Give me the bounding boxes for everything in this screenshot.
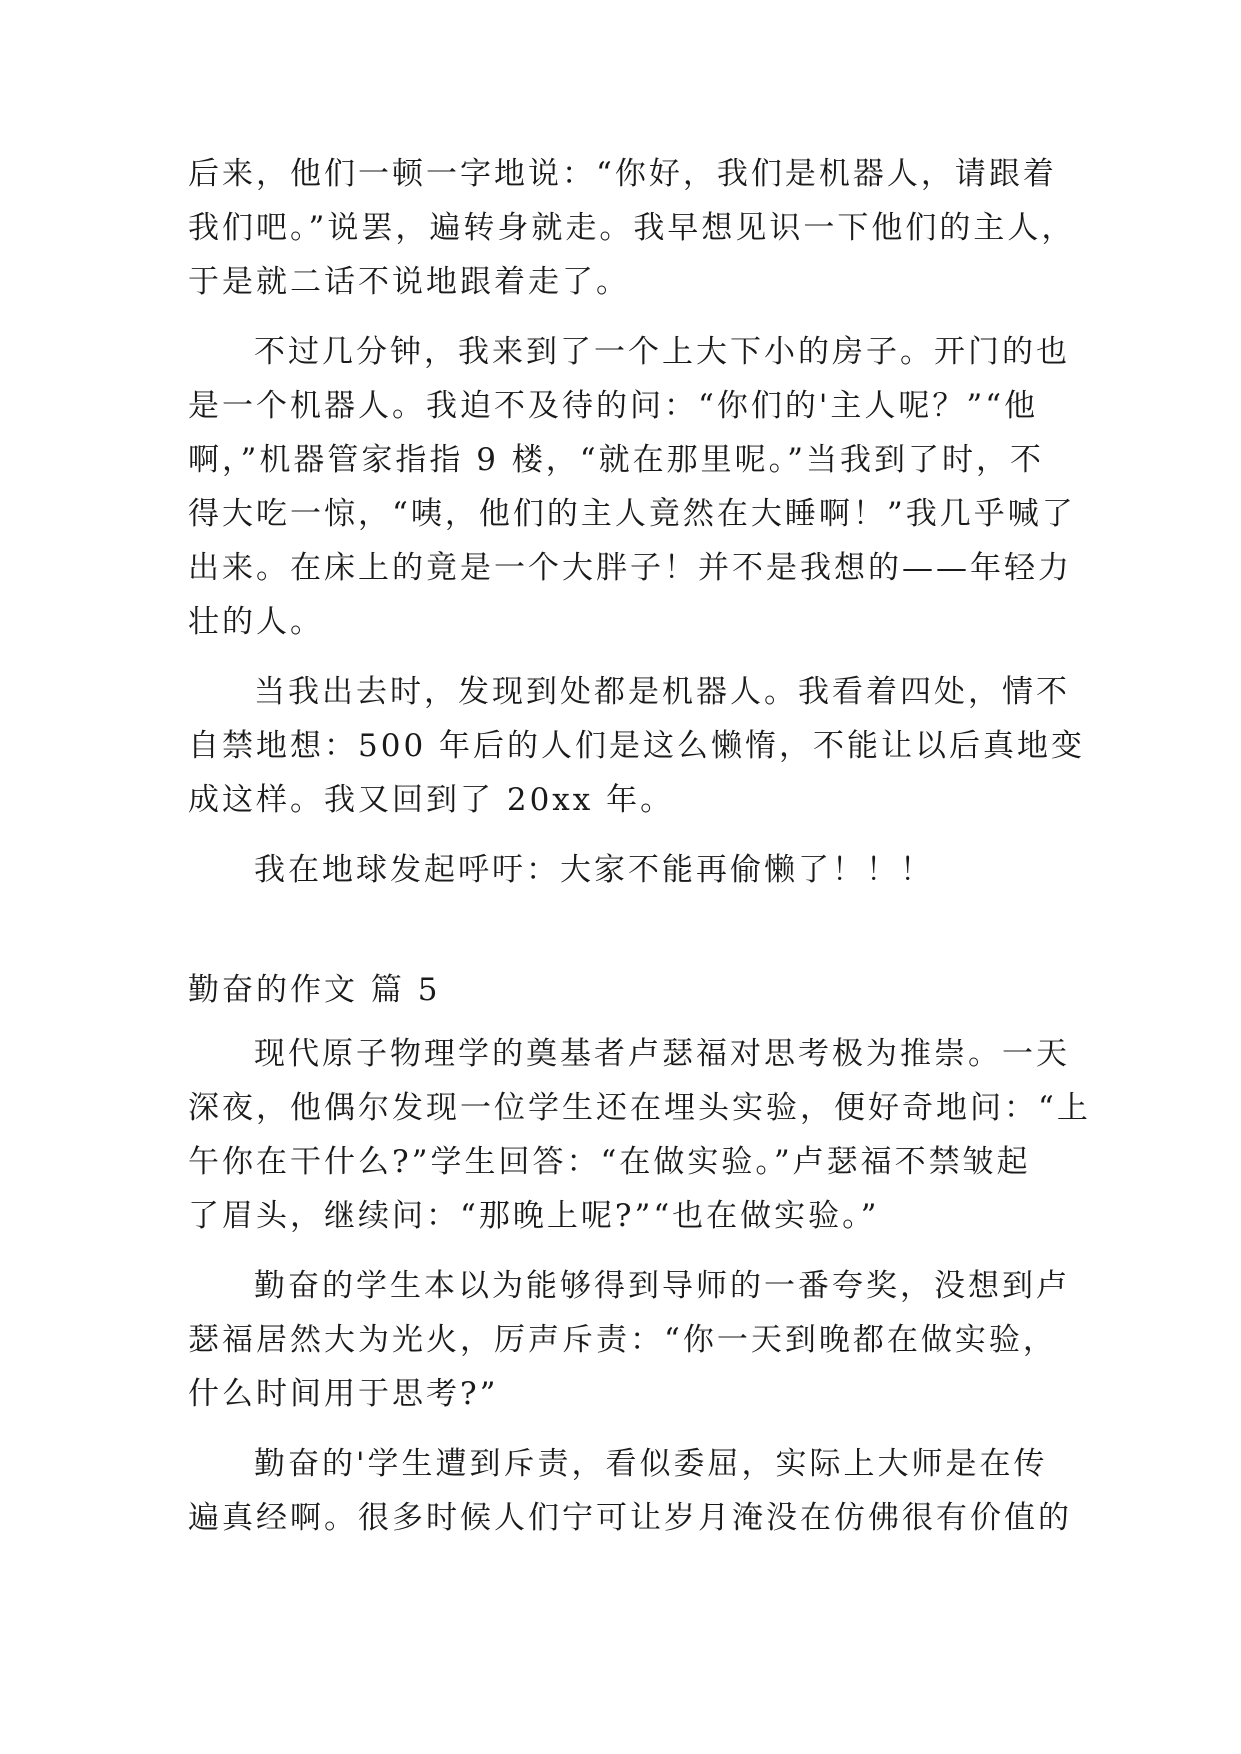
paragraph-line: 了眉头，继续问：“那晚上呢?”“也在做实验。” [188, 1198, 880, 1234]
section-heading: 勤奋的作文 篇 5 [188, 972, 441, 1008]
paragraph-line: 后来，他们一顿一字地说：“你好，我们是机器人，请跟着 [188, 156, 1057, 192]
paragraph-line: 现代原子物理学的奠基者卢瑟福对思考极为推崇。一天 [254, 1036, 1070, 1072]
paragraph-line: 成这样。我又回到了 20xx 年。 [188, 782, 675, 818]
paragraph-line: 遍真经啊。很多时候人们宁可让岁月淹没在仿佛很有价值的 [188, 1500, 1072, 1536]
paragraph-line: 自禁地想：500 年后的人们是这么懒惰，不能让以后真地变 [188, 728, 1086, 764]
paragraph-line: 什么时间用于思考?” [188, 1376, 499, 1412]
paragraph-line: 我们吧。”说罢，遍转身就走。我早想见识一下他们的主人， [188, 210, 1076, 246]
paragraph-line: 出来。在床上的竟是一个大胖子！并不是我想的——年轻力 [188, 550, 1072, 586]
paragraph-line: 得大吃一惊，“咦，他们的主人竟然在大睡啊！”我几乎喊了 [188, 496, 1076, 532]
paragraph-line: 瑟福居然大为光火，厉声斥责：“你一天到晚都在做实验， [188, 1322, 1057, 1358]
paragraph-line: 是一个机器人。我迫不及待的问：“你们的'主人呢？”“他 [188, 388, 1039, 424]
paragraph-line: 当我出去时，发现到处都是机器人。我看着四处，情不 [254, 674, 1070, 710]
paragraph-line: 午你在干什么?”学生回答：“在做实验。”卢瑟福不禁皱起 [188, 1144, 1031, 1180]
paragraph-line: 勤奋的学生本以为能够得到导师的一番夸奖，没想到卢 [254, 1268, 1070, 1304]
paragraph-line: 于是就二话不说地跟着走了。 [188, 264, 630, 300]
paragraph-line: 勤奋的'学生遭到斥责，看似委屈，实际上大师是在传 [254, 1446, 1048, 1482]
paragraph-line: 深夜，他偶尔发现一位学生还在埋头实验，便好奇地问：“上 [188, 1090, 1091, 1126]
paragraph-line: 壮的人。 [188, 604, 324, 640]
paragraph-line: 不过几分钟，我来到了一个上大下小的房子。开门的也 [254, 334, 1070, 370]
paragraph-line: 啊，”机器管家指指 9 楼，“就在那里呢。”当我到了时，不 [188, 442, 1044, 478]
paragraph-line: 我在地球发起呼吁：大家不能再偷懒了！！！ [254, 852, 934, 888]
